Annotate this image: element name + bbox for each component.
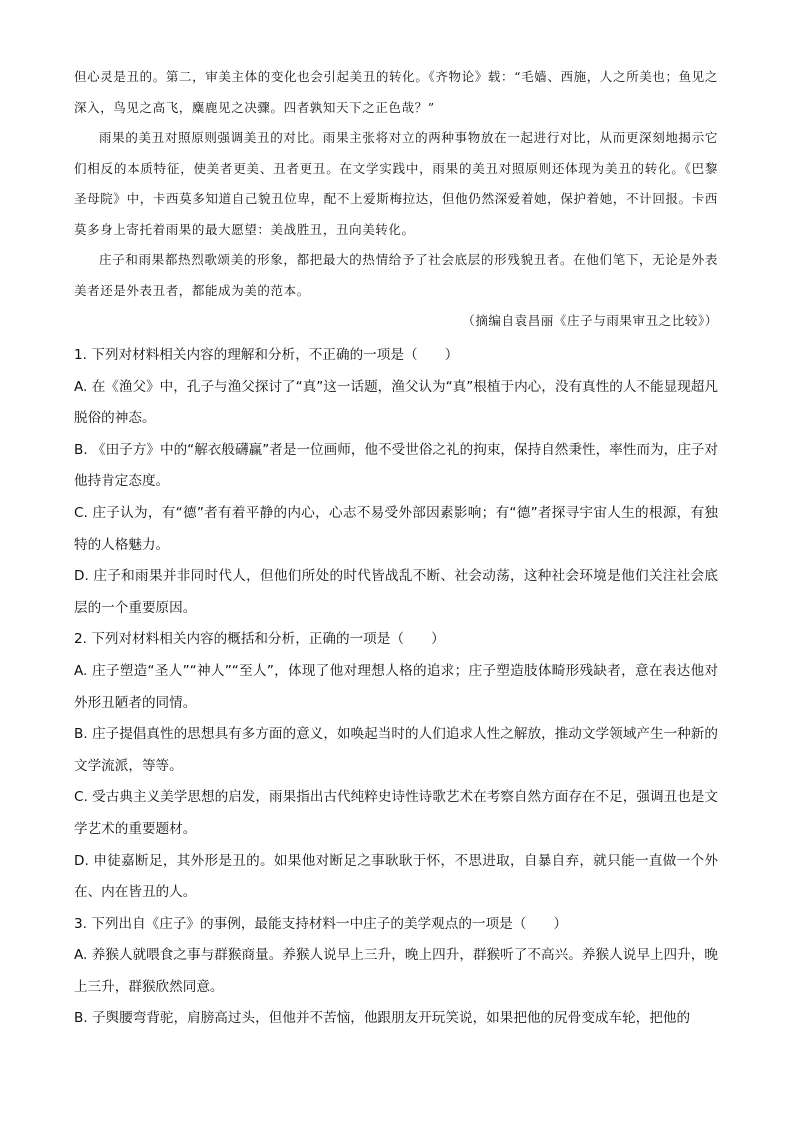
question-section [74,340,718,1035]
question-option: A. 庄子塑造“圣人”“神人”“至人”，体现了他对理想人格的追求；庄子塑造肢体畸形残缺者，意在表达他对外形丑陋者的同情。 [74,662,718,711]
question-stem: 2. 下列对材料相关内容的概括和分析，正确的一项是（ ） [74,631,445,648]
question-option: A. 养猴人就喂食之事与群猴商量。养猴人说早上三升，晚上四升，群猴听了不高兴。养猴人说早上四升，晚上三升，群猴欣然同意。 [74,947,718,995]
question-stem: 1. 下列对材料相关内容的理解和分析，不正确的一项是（ ） [74,347,459,363]
reading-passage [74,62,718,337]
question-option: C. 庄子认为，有“德”者有着平静的内心，心志不易受外部因素影响；有“德”者探寻宇宙人生的根源，有独特的人格魅力。 [74,504,718,553]
question-option: B. 《田子方》中的“解衣般礴赢”者是一位画师，他不受世俗之礼的拘束，保持自然秉性，率性而为，庄子对他持肯定态度。 [74,441,718,490]
question-option: B. 庄子提倡真性的思想具有多方面的意义，如唤起当时的人们追求人性之解放，推动文学领域产生一种新的文学流派，等等。 [74,726,718,774]
question-option: D. 庄子和雨果并非同时代人，但他们所处的时代皆战乱不断、社会动荡，这种社会环境是他们关注社会底层的一个重要原因。 [74,568,718,616]
question-option: C. 受古典主义美学思想的启发，雨果指出古代纯粹史诗性诗歌艺术在考察自然方面存在不足，强调丑也是文学艺术的重要题材。 [74,789,718,837]
passage-paragraph: 庄子和雨果都热烈歌颂美的形象，都把最大的热情给予了社会底层的形残貌丑者。在他们笔下，无论是外表美者还是外表丑者，都能成为美的范本。 [74,252,718,298]
question-option: B. 子舆腰弯背驼，肩膀高过头，但他并不苦恼，他跟朋友开玩笑说，如果把他的尻骨变成车轮，把他的 [74,1010,691,1027]
question-option: D. 申徒嘉断足，其外形是丑的。如果他对断足之事耿耿于怀，不思进取，自暴自弃，就只能一直做一个外在、内在皆丑的人。 [74,852,718,901]
passage-source: （摘编自袁昌丽《庄子与雨果审丑之比较》） [462,313,718,328]
passage-paragraph: 但心灵是丑的。第二，审美主体的变化也会引起美丑的转化。《齐物论》载：“毛嫱、西施，人之所美也；鱼见之深入，鸟见之高飞，麋鹿见之决骤。四者孰知天下之正色哉？” [74,69,718,115]
question-option: A. 在《渔父》中，孔子与渔父探讨了“真”这一话题，渔父认为“真”根植于内心，没有真性的人不能显现超凡脱俗的神态。 [74,378,718,427]
passage-paragraph: 雨果的美丑对照原则强调美丑的对比。雨果主张将对立的两种事物放在一起进行对比，从而更深刻地揭示它们相反的本质特征，使美者更美、丑者更丑。在文学实践中，雨果的美丑对照原则还体现为美丑的转化。《巴黎圣母院》中，卡西莫多知道自己貌丑位卑，配不上爱斯梅拉达，但他仍然深爱着她，保护着她，不计回报。卡西莫多身上寄托着雨果的最大愿望：美战胜丑，丑向美转化。 [74,130,718,237]
question-stem: 3. 下列出自《庄子》的事例，最能支持材料一中庄子的美学观点的一项是（ ） [74,915,568,932]
